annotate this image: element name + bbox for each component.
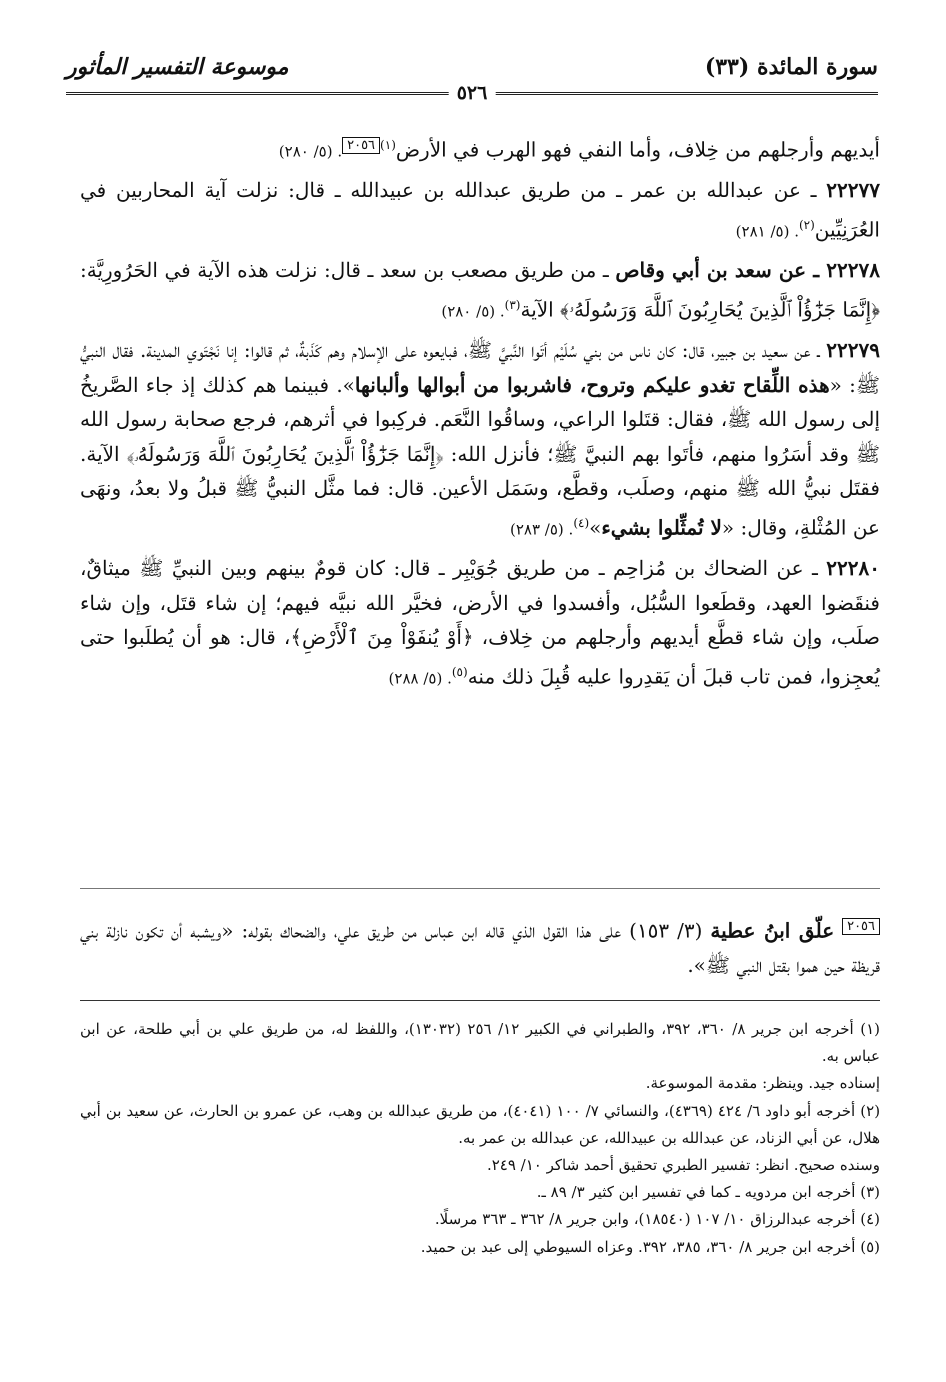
footnote-separator	[80, 1000, 880, 1001]
paragraph-2: ٢٢٢٧٧ ـ عن عبدالله بن عمر ـ من طريق عبدالله بن عبيدالله ـ قال: نزلت آية المحاربين في العُرَنِيِّين$^{(٢)}$. (٥/ ٢٨١)	[80, 178, 880, 242]
footnote-ref-3: (٣)	[504, 297, 521, 312]
footnote: (٥) أخرجه ابن جرير ٨/ ٣٦٠، ٣٨٥، ٣٩٢. وعزاه السيوطي إلى عبد بن حميد.	[420, 1237, 880, 1256]
footnote-ref-2: (٢)	[798, 217, 815, 232]
volume-ref: . (٥/ ٢٨٠)	[441, 302, 505, 321]
volume-ref: . (٥/ ٢٨٨)	[388, 669, 452, 688]
footnote-ref-5: (٥)	[451, 664, 468, 679]
paragraph-3: ٢٢٢٧٨ ـ عن سعد بن أبي وقاص ـ من طريق مصعب بن سعد ـ قال: نزلت هذه الآية في الحَرُورِيَّة: ﴿إِنَّمَا جَزَٰٓؤُاْ ٱلَّذِينَ يُحَارِبُونَ ٱللَّهَ وَرَسُولَهُۥ﴾ الآية$^{(٣)}$. (٥/ ٢٨٠)	[80, 258, 880, 322]
page-number: ٥٢٦	[449, 82, 496, 104]
narration-number: ٢٢٢٨٠	[826, 556, 880, 581]
narration-number: ٢٢٢٧٧	[826, 178, 880, 203]
commentary-number: ٢٠٥٦	[842, 918, 880, 935]
surah-title: سورة المائدة (٣٣)	[704, 54, 878, 80]
page-header	[66, 48, 878, 104]
volume-ref: . (٥/ ٢٨٠)	[278, 142, 343, 161]
footnote: (٣) أخرجه ابن مردويه ـ كما في تفسير ابن كثير ٣/ ٨٩ ـ.	[536, 1183, 880, 1202]
paragraph-5: ٢٢٢٨٠ ـ عن الضحاك بن مُزاحِم ـ من طريق جُوَيْبِر ـ قال: كان قومٌ بينهم وبين النبيِّ ﷺ ميثاقٌ، فنقَضوا العهد، وقطَعوا السُّبُل، وأفسدوا في الأرض، فخيَّر الله نبيَّه فيهم؛ إن شاء قتَل، وإن شاء صلَب، وإن شاء قطَّع أيديهم وأرجلهم من خِلاف، ﴿أَوْ يُنفَوْاْ مِنَ ٱلْأَرْضِ﴾، قال: هو أن يُطلَبوا حتى يُعجِزوا، فمن تاب قبلَ أن يَقدِروا عليه قُبِلَ ذلك منه$^{(٥)}$. (٥/ ٢٨٨)	[80, 556, 880, 689]
volume-ref: . (٥/ ٢٨١)	[735, 222, 799, 241]
footnote: وسنده صحيح. انظر: تفسير الطبري تحقيق أحمد شاكر ١٠/ ٢٤٩.	[486, 1156, 880, 1175]
commentary-marker: ٢٠٥٦	[342, 137, 380, 154]
book-title: موسوعة التفسير المأثور	[66, 54, 289, 80]
footnote-ref-4: (٤)	[573, 515, 590, 530]
footnote: (٢) أخرجه أبو داود ٦/ ٤٢٤ (٤٣٦٩)، والنسائي ٧/ ١٠٠ (٤٠٤١)، من طريق عبدالله بن وهب، عن عمرو بن الحارث، عن سعيد بن أبي هلال، عن أبي الزناد، عن عبدالله بن عبيدالله، عن عبدالله بن عمر به.	[80, 1101, 881, 1147]
commentary-note: $^{٢٠٥٦}$ علّق ابنُ عطية (٣/ ١٥٣) على هذا القول الذي قاله ابن عباس من طريق علي، والضحاك بقوله: «ويشبه أن تكون نازلة بني قريظة حين هموا بقتل النبي ﷺ».	[80, 918, 880, 977]
footnote: (٤) أخرجه عبدالرزاق ١٠/ ١٠٧ (١٨٥٤٠)، وابن جرير ٨/ ٣٦٢ ـ ٣٦٣ مرسلًا.	[434, 1210, 880, 1229]
footnote: إسناده جيد. وينظر: مقدمة الموسوعة.	[645, 1074, 880, 1093]
paragraph-4: ٢٢٢٧٩ ـ عن سعيد بن جبير، قال: كان ناس من بني سُلَيْم أتَوا النَّبيَّ ﷺ، فبايعوه على الإسلام وهم كَذَبةٌ، ثم قالوا: إنا نَجْتَوي المدينة. فقال النبيُّ ﷺ: «هذه اللِّقاح تغدو عليكم وتروح، فاشربوا من أبوالها وألبانها». فبينما هم كذلك إذ جاء الصَّريخُ إلى رسول الله ﷺ، فقال: قتَلوا الراعي، وساقُوا النَّعَم. فركِبوا في أثرهم، فرجع صحابة رسول الله ﷺ وقد أسَرُوا منهم، فأتَوا بهم النبيَّ ﷺ؛ فأنزل الله: ﴿إِنَّمَا جَزَٰٓؤُاْ ٱلَّذِينَ يُحَارِبُونَ ٱللَّهَ وَرَسُولَهُۥ﴾ الآية. فقتَل نبيُّ الله ﷺ منهم، وصلَب، وقطَّع، وسَمَل الأعين. قال: فما مثَّل النبيُّ ﷺ قبلُ ولا بعدُ، ونهَى عن المُثْلةِ، وقال: «لا تُمثِّلوا بشيء»$^{(٤)}$. (٥/ ٢٨٣)	[80, 337, 880, 540]
narration-number: ٢٢٢٧٨	[826, 258, 880, 283]
main-text	[80, 128, 880, 700]
hadith-quote: هذه اللِّقاح تغدو عليكم وتروح، فاشربوا من أبوالها وألبانها	[354, 372, 830, 397]
volume-ref: . (٥/ ٢٨٣)	[510, 520, 574, 539]
paragraph-1: أيديهم وأرجلهم من خِلاف، وأما النفي فهو الهرب في الأرض$^{(١)٢٠٥٦}$. (٥/ ٢٨٠)	[278, 137, 880, 162]
narration-number: ٢٢٢٧٩	[826, 337, 880, 362]
commentary-separator	[80, 888, 880, 889]
narrator-name: ـ عن سعد بن أبي وقاص	[615, 258, 827, 283]
footnotes	[80, 1016, 880, 1261]
footnote-ref-1: (١)	[380, 138, 396, 152]
hadith-quote: لا تُمثِّلوا بشيء	[601, 515, 722, 540]
commentary-author: علّق ابنُ عطية	[710, 918, 835, 943]
footnote: (١) أخرجه ابن جرير ٨/ ٣٦٠، ٣٩٢، والطبراني في الكبير ١٢/ ٢٥٦ (١٣٠٣٢)، واللفظ له، من طريق علي بن أبي طلحة، عن ابن عباس به.	[80, 1020, 880, 1066]
